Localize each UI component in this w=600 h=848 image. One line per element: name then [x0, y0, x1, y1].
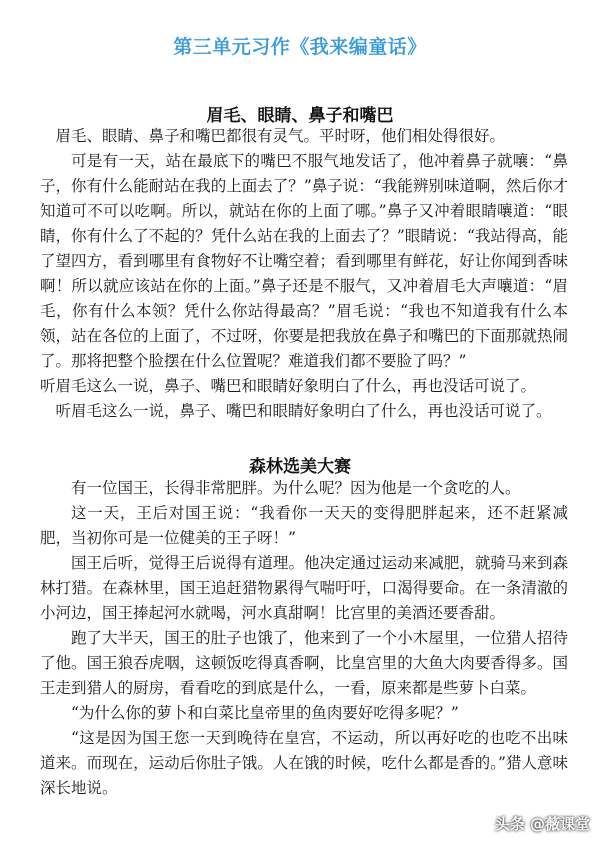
story2-paragraph: 国王后听，觉得王后说得有道理。他决定通过运动来减肥，就骑马来到森林打猎。在森林里，国王追赶猎物累得气喘吁吁，口渴得要命。在一条清澈的小河边，国王捧起河水就喝，河水真甜啊！比宫里的美酒还要香甜。	[40, 554, 568, 622]
story1-paragraph: 可是有一天，站在最底下的嘴巴不服气地发话了，他冲着鼻子就嚷：“鼻子，你有什么能耐站在我的上面去了？”鼻子说：“我能辨别味道啊，然后你才知道可不可以吃啊。所以，就站在你的上面了哪。”鼻子又冲着眼睛嚷道：“眼睛，你有什么了不起的？凭什么站在我的上面去了？”眼睛说：“我站得高，能了望四方，看到哪里有食物好不让嘴空着；看到哪里有鲜花，好让你闻到香味啊！所以就应该站在你的上面。”鼻子还是不服气，又冲着眉毛大声嚷道：“眉毛，你有什么本领？凭什么你站得最高？”眉毛说：“我也不知道我有什么本领，站在各位的上面了，不过呀，你要是把我放在鼻子和嘴巴的下面那就热闹了。那将把整个脸摆在什么位置呢？难道我们都不要脸了吗？”	[40, 152, 568, 370]
story2-title: 森林选美大赛	[249, 457, 351, 477]
story1-paragraph: 听眉毛这么一说，鼻子、嘴巴和眼睛好象明白了什么，再也没话可说了。	[40, 377, 537, 395]
story1-paragraph: 眉毛、眼睛、鼻子和嘴巴都很有灵气。平时呀，他们相处得很好。	[55, 127, 506, 145]
story1-title: 眉毛、眼睛、鼻子和嘴巴	[206, 106, 394, 126]
story2-paragraph: 这一天，王后对国王说：“我看你一天天的变得肥胖起来，还不赶紧减肥，当初你可是一位健美的王子呀！”	[40, 504, 568, 547]
story2-paragraph: 有一位国王，长得非常肥胖。为什么呢？因为他是一个贪吃的人。	[71, 479, 521, 497]
story2-paragraph: 跑了大半天，国王的肚子也饿了，他来到了一个小木屋里，一位猎人招待了他。国王狼吞虎咽，这顿饭吃得真香啊，比皇宫里的大鱼大肉要香得多。国王走到猎人的厨房，看看吃的到底是什么，一看，原来都是些萝卜白菜。	[40, 629, 568, 697]
story2-body	[40, 476, 568, 801]
story2-paragraph: “这是因为国王您一天到晚待在皇宫，不运动，所以再好吃的也吃不出味道来。而现在，运动后你肚子饿。人在饿的时候，吃什么都是香的。”猎人意味深长地说。	[40, 729, 568, 797]
story1-paragraph: 听眉毛这么一说，鼻子、嘴巴和眼睛好象明白了什么，再也没话可说了。	[55, 402, 552, 420]
watermark: 头条 @薇课堂	[494, 815, 590, 833]
story1-body	[40, 124, 568, 424]
page-title: 第三单元习作《我来编童话》	[173, 36, 427, 58]
story2-paragraph: “为什么你的萝卜和白菜比皇帝里的鱼肉要好吃得多呢？”	[71, 704, 459, 722]
